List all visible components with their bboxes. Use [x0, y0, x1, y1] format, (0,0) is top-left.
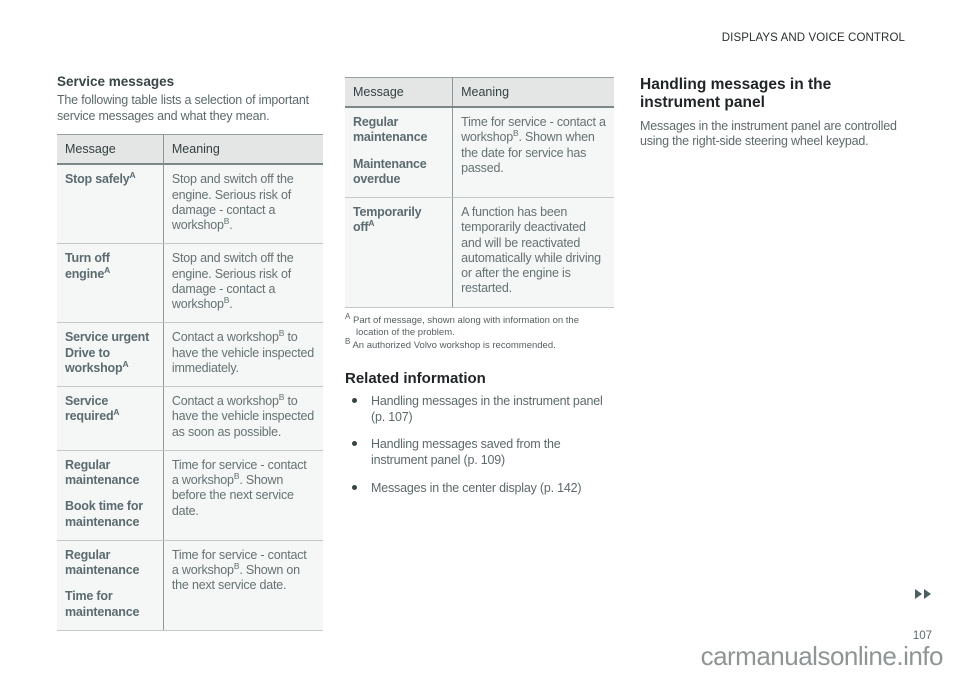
- message-cell: Service urgent Drive to workshop$^A$: [57, 323, 163, 387]
- meaning-cell: Stop and switch off the engine. Serious risk of damage - contact a workshop$^B$.: [163, 164, 323, 244]
- related-link-label: Handling messages in the instrument panel (p. 107): [371, 393, 603, 424]
- arrow-right-icon: [924, 589, 931, 599]
- footnote: $^A$ Part of message, shown along with information on the location of the problem.: [345, 311, 579, 338]
- footnote-reference: A: [368, 218, 375, 229]
- footnote-reference: B: [278, 328, 285, 339]
- footnote: $^B$ An authorized Volvo workshop is recommended.: [345, 337, 556, 352]
- column-right: [640, 76, 912, 150]
- table-row: [57, 540, 323, 630]
- meaning-cell: Stop and switch off the engine. Serious risk of damage - contact a workshop$^B$.: [163, 244, 323, 323]
- related-link-label: Handling messages saved from the instrument panel (p. 109): [371, 437, 561, 468]
- table-row: [345, 107, 614, 198]
- service-messages-table-1: [57, 134, 323, 631]
- table-row: [57, 450, 323, 540]
- service-messages-intro: The following table lists a selection of important service messages and what they mean.: [57, 93, 309, 123]
- table-row: [345, 198, 614, 308]
- message-cell: Stop safely$^A$: [57, 164, 163, 244]
- table-footnotes: [345, 311, 614, 353]
- table-header-row: [345, 78, 614, 108]
- table-row: [57, 387, 323, 451]
- chapter-header: DISPLAYS AND VOICE CONTROL: [721, 32, 905, 44]
- footnote-reference: B: [233, 560, 240, 571]
- related-link-label: Messages in the center display (p. 142): [371, 480, 582, 495]
- related-link[interactable]: [345, 480, 614, 496]
- handling-messages-body: Messages in the instrument panel are controlled using the right-side steering wheel keypad.: [640, 118, 897, 149]
- message-cell: Service required$^A$: [57, 387, 163, 451]
- footnote-reference: A: [122, 358, 129, 369]
- footnote-mark: B: [345, 337, 351, 347]
- page-continuation-icon: [915, 589, 931, 599]
- arrow-right-icon: [915, 589, 922, 599]
- table-row: [57, 323, 323, 387]
- footnote-reference: A: [113, 407, 120, 418]
- message-cell: Regular maintenance Time for maintenance: [57, 540, 163, 630]
- table-header-row: [57, 135, 323, 165]
- column-header-message: Message: [345, 78, 453, 108]
- message-cell: Regular maintenance Maintenance overdue: [345, 107, 453, 198]
- bullet-icon: [352, 398, 357, 403]
- footnote-reference: B: [278, 391, 285, 402]
- meaning-cell: Time for service - contact a workshop$^B$. Shown when the date for service has passed.: [453, 107, 614, 198]
- table-row: [57, 164, 323, 244]
- column-header-meaning: Meaning: [453, 78, 614, 108]
- related-information-title: Related information: [345, 369, 486, 387]
- message-cell: Temporarily off$^A$: [345, 198, 453, 308]
- bullet-icon: [352, 485, 357, 490]
- service-messages-title: Service messages: [57, 74, 175, 89]
- table-row: [57, 244, 323, 323]
- footnote-mark: A: [345, 311, 351, 321]
- meaning-cell: A function has been temporarily deactivated and will be reactivated automatically while driving or after the engine is restarted.: [453, 198, 614, 308]
- footnote-reference: B: [223, 215, 230, 226]
- meaning-cell: Time for service - contact a workshop$^B$. Shown before the next service date.: [163, 450, 323, 540]
- meaning-cell: Time for service - contact a workshop$^B$. Shown on the next service date.: [163, 540, 323, 630]
- meaning-cell: Contact a workshop$^B$ to have the vehicle inspected immediately.: [163, 323, 323, 387]
- bullet-icon: [352, 441, 357, 446]
- service-messages-table-2: [345, 77, 614, 308]
- footnote-reference: A: [129, 170, 136, 181]
- footnote-reference: B: [513, 128, 519, 139]
- handling-messages-title: Handling messages in the instrument panel: [640, 76, 832, 111]
- related-link[interactable]: [345, 393, 614, 426]
- footnote-reference: B: [223, 294, 230, 305]
- message-cell: Regular maintenance Book time for maintenance: [57, 450, 163, 540]
- page-number: 107: [912, 630, 932, 642]
- message-cell: Turn off engine$^A$: [57, 244, 163, 323]
- column-header-meaning: Meaning: [163, 135, 323, 165]
- column-middle: [345, 77, 614, 507]
- related-link[interactable]: [345, 436, 614, 469]
- meaning-cell: Contact a workshop$^B$ to have the vehicle inspected as soon as possible.: [163, 387, 323, 451]
- related-information-list: [345, 393, 614, 496]
- column-left: [57, 74, 323, 631]
- footnote-reference: A: [104, 264, 111, 275]
- column-header-message: Message: [57, 135, 163, 165]
- footnote-reference: B: [233, 470, 240, 481]
- watermark: carmanualsonline.info: [700, 641, 943, 671]
